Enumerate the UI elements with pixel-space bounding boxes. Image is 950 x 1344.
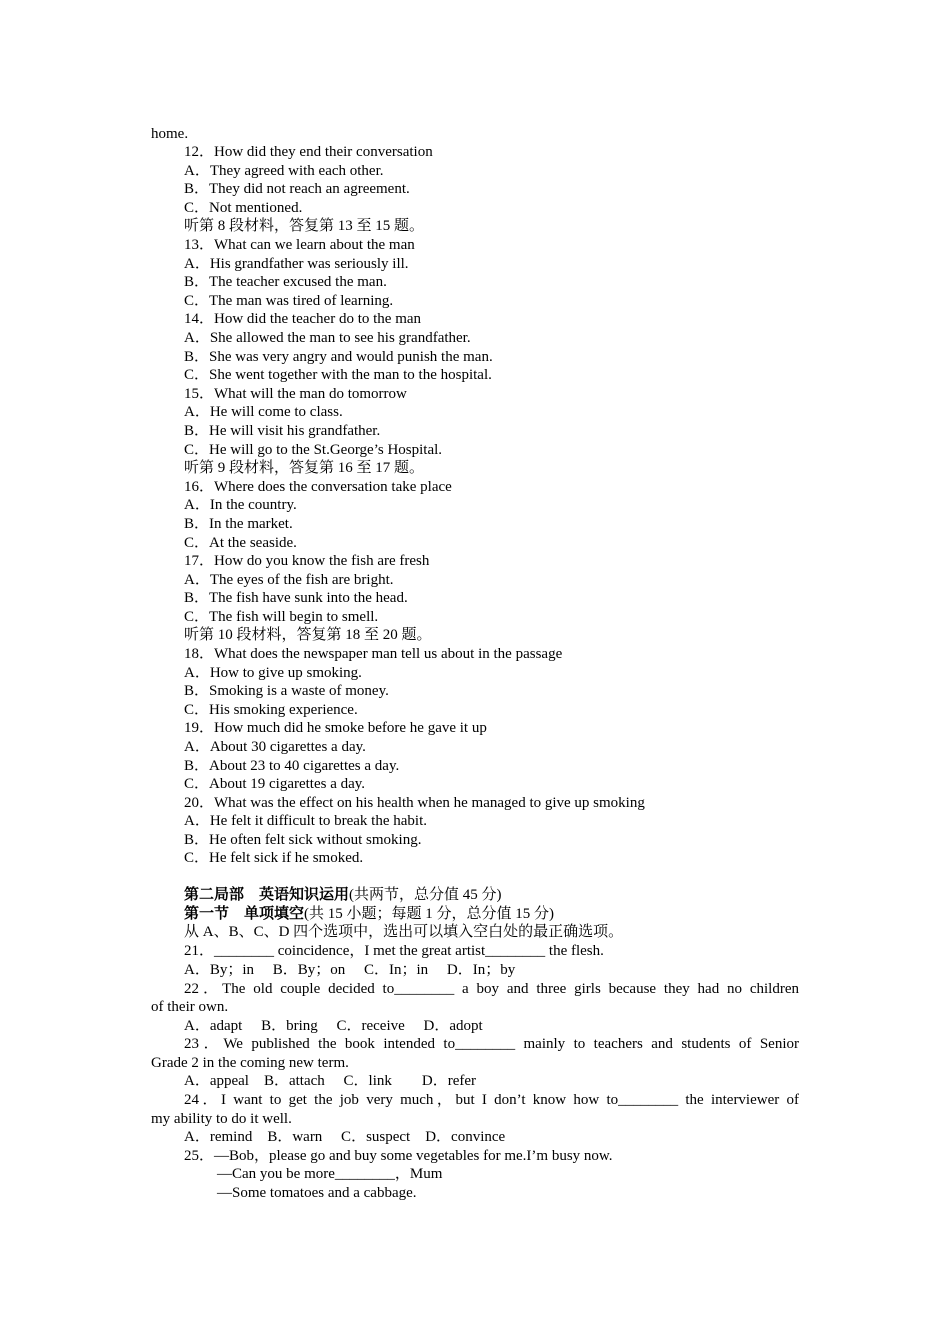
option-a: A．About 30 cigarettes a day. xyxy=(184,739,366,755)
option-b: B．He often felt sick without smoking. xyxy=(184,832,422,848)
part-two-title: 第二局部 英语知识运用 xyxy=(184,887,350,903)
question-12: 12．How did they end their conversation xyxy=(184,144,433,160)
question-13: 13．What can we learn about the man xyxy=(184,237,415,253)
question-17: 17．How do you know the fish are fresh xyxy=(184,553,430,569)
instructions: 从 A、B、C、D 四个选项中，选出可以填入空白处的最正确选项。 xyxy=(184,924,624,940)
part-two-scoring: (共两节，总分值 45 分) xyxy=(349,887,502,903)
text-line: home. xyxy=(151,126,189,142)
question-14: 14．How did the teacher do to the man xyxy=(184,311,422,327)
question-23-continued: Grade 2 in the coming new term. xyxy=(151,1055,349,1071)
options-22: A．adapt B．bring C．receive D．adopt xyxy=(184,1018,483,1034)
options-23: A．appeal B．attach C．link D．refer xyxy=(184,1073,477,1089)
option-a: A．He will come to class. xyxy=(184,404,343,420)
options-24: A．remind B．warn C．suspect D．convince xyxy=(184,1129,506,1145)
option-c: C．The man was tired of learning. xyxy=(184,293,394,309)
option-b: B．In the market. xyxy=(184,516,293,532)
option-c: C．About 19 cigarettes a day. xyxy=(184,776,366,792)
section-one-title: 第一节 单项填空 xyxy=(184,906,305,922)
option-a: A．In the country. xyxy=(184,497,297,513)
option-a: A．His grandfather was seriously ill. xyxy=(184,256,409,272)
option-c: C．He will go to the St.George’s Hospital. xyxy=(184,442,443,458)
question-23: 23．We published the book intended to________ mainly to teachers and students of Senior xyxy=(184,1036,799,1052)
section-heading: 听第 8 段材料，答复第 13 至 15 题。 xyxy=(184,218,425,234)
option-c: C．The fish will begin to smell. xyxy=(184,609,379,625)
question-20: 20．What was the effect on his health when he managed to give up smoking xyxy=(184,795,645,811)
question-16: 16．Where does the conversation take place xyxy=(184,479,452,495)
question-24: 24．I want to get the job very much，but I don’t know how to________ the interviewer of xyxy=(184,1092,799,1108)
option-a: A．She allowed the man to see his grandfather. xyxy=(184,330,471,346)
option-b: B．The teacher excused the man. xyxy=(184,274,387,290)
section-heading: 听第 9 段材料，答复第 16 至 17 题。 xyxy=(184,460,425,476)
question-24-continued: my ability to do it well. xyxy=(151,1111,292,1127)
option-a: A．How to give up smoking. xyxy=(184,665,362,681)
question-18: 18．What does the newspaper man tell us about in the passage xyxy=(184,646,563,662)
section-one-scoring: (共 15 小题；每题 1 分，总分值 15 分) xyxy=(304,906,555,922)
option-c: C．At the seaside. xyxy=(184,535,297,551)
option-b: B．Smoking is a waste of money. xyxy=(184,683,389,699)
section-heading: 听第 10 段材料，答复第 18 至 20 题。 xyxy=(184,627,432,643)
question-25: 25．—Bob，please go and buy some vegetables for me.I’m busy now. xyxy=(184,1148,613,1164)
option-b: B．She was very angry and would punish the man. xyxy=(184,349,493,365)
question-22-continued: of their own. xyxy=(151,999,229,1015)
options-21: A．By；in B．By；on C．In；in D．In；by xyxy=(184,962,516,978)
option-b: B．About 23 to 40 cigarettes a day. xyxy=(184,758,400,774)
option-a: A．The eyes of the fish are bright. xyxy=(184,572,394,588)
part-two-heading xyxy=(184,886,502,904)
question-15: 15．What will the man do tomorrow xyxy=(184,386,407,402)
option-b: B．He will visit his grandfather. xyxy=(184,423,381,439)
option-c: C．He felt sick if he smoked. xyxy=(184,850,364,866)
option-a: A．They agreed with each other. xyxy=(184,163,384,179)
question-21: 21．________ coincidence，I met the great artist________ the flesh. xyxy=(184,943,604,959)
option-c: C．She went together with the man to the hospital. xyxy=(184,367,492,383)
option-c: C．Not mentioned. xyxy=(184,200,303,216)
option-a: A．He felt it difficult to break the habit. xyxy=(184,813,427,829)
section-one-heading xyxy=(184,905,554,923)
question-22: 22．The old couple decided to________ a boy and three girls because they had no children xyxy=(184,981,799,997)
dialogue-line: —Can you be more________，Mum xyxy=(217,1166,443,1182)
question-19: 19．How much did he smoke before he gave it up xyxy=(184,720,487,736)
dialogue-line: —Some tomatoes and a cabbage. xyxy=(217,1185,417,1201)
option-b: B．The fish have sunk into the head. xyxy=(184,590,408,606)
option-b: B．They did not reach an agreement. xyxy=(184,181,410,197)
option-c: C．His smoking experience. xyxy=(184,702,358,718)
